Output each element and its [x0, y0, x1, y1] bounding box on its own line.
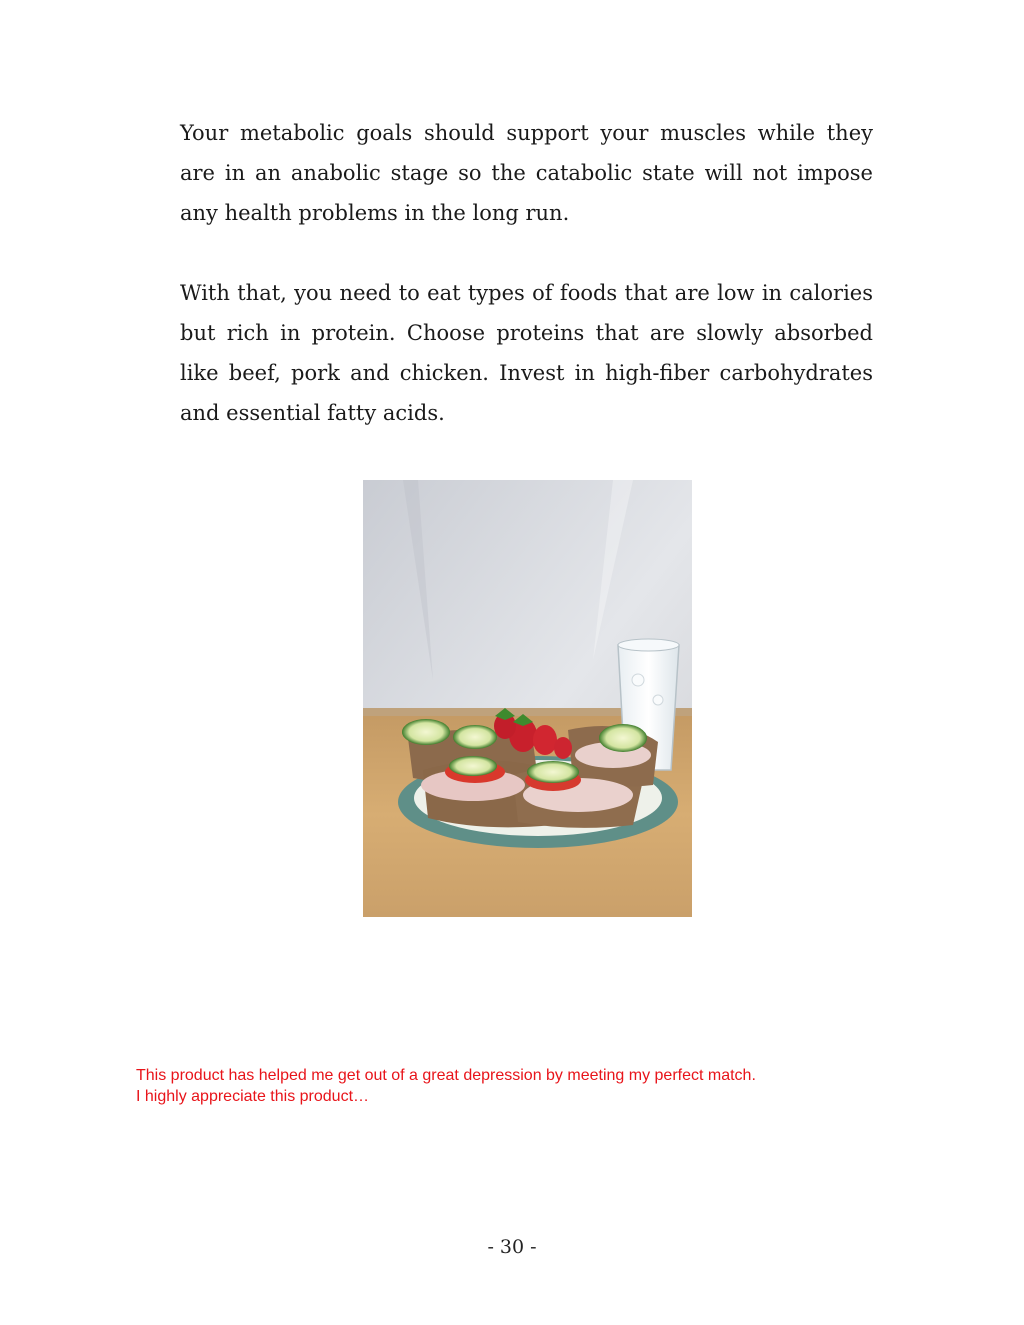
body-paragraph-2: With that, you need to eat types of foods that are low in calories but rich in protein. Choose proteins that are slowly absorbed like beef, pork and chicken. Invest in high-fiber carbohydrates and essential fatty acids.: [180, 281, 873, 425]
promo-line-1: This product has helped me get out of a great depression by meeting my perfect match.: [136, 1067, 756, 1084]
food-photo: [363, 480, 692, 917]
page-number: - 30 -: [487, 1236, 537, 1258]
promo-line-2: I highly appreciate this product…: [136, 1088, 370, 1105]
body-paragraph-1: Your metabolic goals should support your muscles while they are in an anabolic stage so the catabolic state will not impose any health problems in the long run.: [180, 121, 873, 225]
promo-message: [136, 1065, 896, 1107]
